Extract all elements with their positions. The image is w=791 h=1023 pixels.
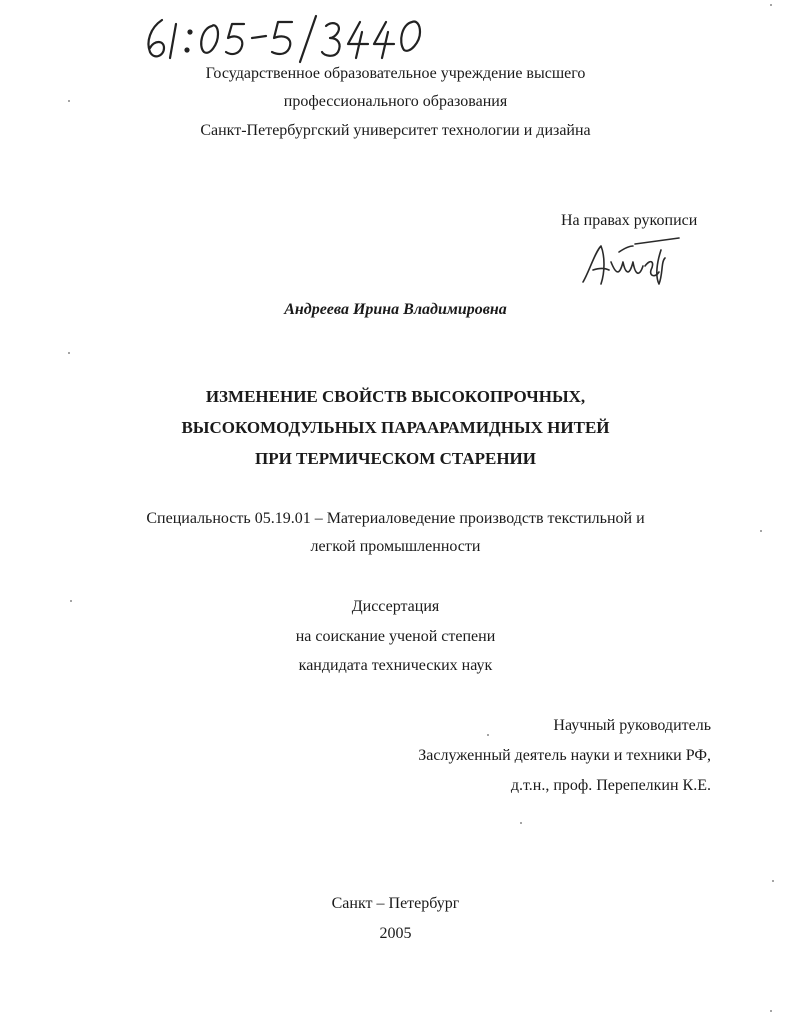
scan-speck xyxy=(68,100,70,102)
supervisor-name: д.т.н., проф. Перепелкин К.Е. xyxy=(510,777,711,794)
title-line-2: ВЫСОКОМОДУЛЬНЫХ ПАРААРАМИДНЫХ НИТЕЙ xyxy=(181,418,610,437)
degree-line-2: на соискание ученой степени xyxy=(295,628,496,645)
scan-speck xyxy=(68,352,70,354)
degree-line-1: Диссертация xyxy=(351,598,440,615)
specialty-line-2: легкой промышленности xyxy=(310,538,481,555)
title-line-3: ПРИ ТЕРМИЧЕСКОМ СТАРЕНИИ xyxy=(254,449,537,468)
place: Санкт – Петербург xyxy=(331,895,460,912)
supervisor-title: Заслуженный деятель науки и техники РФ, xyxy=(418,747,711,764)
specialty-line-1: Специальность 05.19.01 – Материаловедение производств текстильной и xyxy=(146,510,645,527)
scan-speck xyxy=(760,530,762,532)
institution-line-3: Санкт-Петербургский университет технологии и дизайна xyxy=(200,122,591,139)
scan-speck xyxy=(770,4,772,6)
handwritten-archive-code xyxy=(140,12,425,64)
institution-line-1: Государственное образовательное учреждение высшего xyxy=(205,65,586,82)
scan-speck xyxy=(487,734,489,736)
institution-line-2: профессионального образования xyxy=(283,93,508,110)
scan-speck xyxy=(772,880,774,882)
scan-speck xyxy=(70,600,72,602)
author-signature xyxy=(575,232,685,292)
title-line-1: ИЗМЕНЕНИЕ СВОЙСТВ ВЫСОКОПРОЧНЫХ, xyxy=(205,387,586,406)
year: 2005 xyxy=(379,925,412,942)
supervisor-role: Научный руководитель xyxy=(553,717,711,734)
degree-line-3: кандидата технических наук xyxy=(298,657,493,674)
author-name: Андреева Ирина Владимировна xyxy=(284,301,507,318)
rights-note: На правах рукописи xyxy=(561,212,698,229)
scan-speck xyxy=(770,1010,772,1012)
scan-speck xyxy=(520,822,522,824)
